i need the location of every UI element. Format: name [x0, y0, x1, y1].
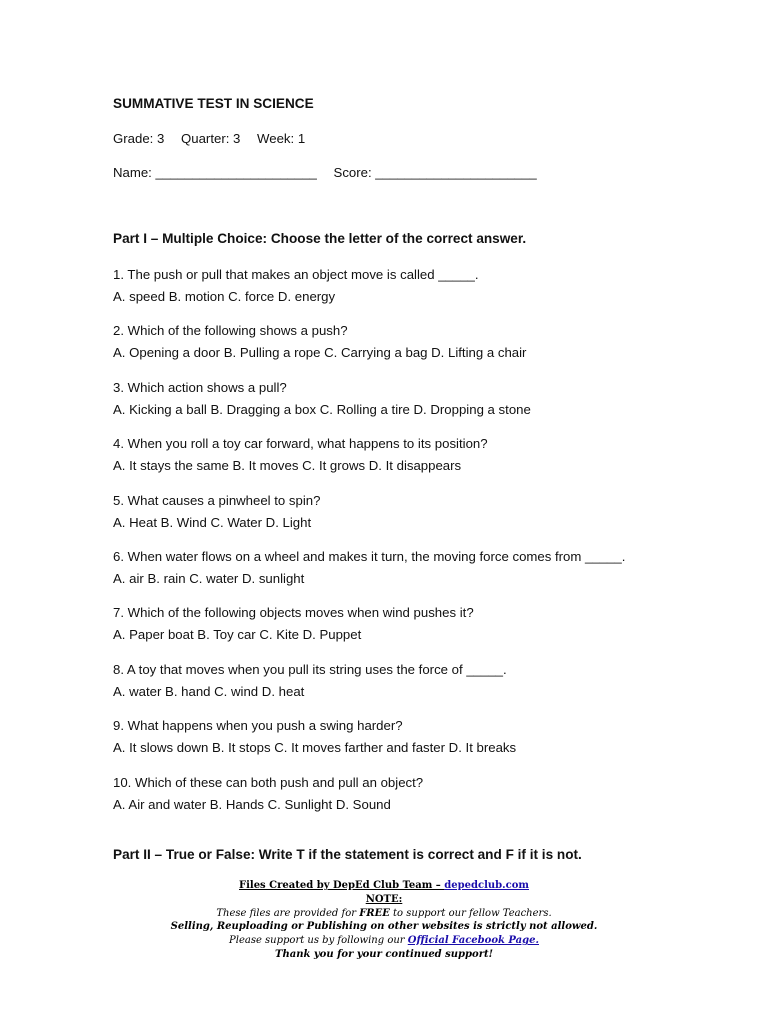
question-choices: A. speed B. motion C. force D. energy	[113, 289, 336, 304]
footer-free-text-c: to support our fellow Teachers.	[389, 907, 552, 919]
footer-free-line	[0, 907, 768, 921]
part-2-heading: Part II – True or False: Write T if the statement is correct and F if it is not.	[113, 846, 582, 862]
facebook-page-link[interactable]: Official Facebook Page.	[407, 935, 539, 947]
question-stem: 8. A toy that moves when you pull its string uses the force of _____.	[113, 661, 507, 677]
question-stem: 2. Which of the following shows a push?	[113, 323, 348, 339]
question-list	[113, 264, 713, 816]
document-body	[113, 94, 713, 864]
question-item	[113, 264, 713, 308]
question-choices: A. It slows down B. It stops C. It moves farther and faster D. It breaks	[113, 740, 517, 756]
question-choices: A. Air and water B. Hands C. Sunlight D. Sound	[113, 796, 391, 812]
question-stem: 3. Which action shows a pull?	[113, 379, 287, 395]
question-stem: 1. The push or pull that makes an object move is called _____.	[113, 267, 479, 282]
question-item	[113, 602, 713, 646]
question-item	[113, 320, 713, 364]
question-item	[113, 433, 713, 477]
question-item	[113, 772, 713, 816]
question-stem: 7. Which of the following objects moves when wind pushes it?	[113, 605, 474, 621]
question-stem: 4. When you roll a toy car forward, what happens to its position?	[113, 436, 488, 452]
depedclub-link[interactable]: depedclub.com	[444, 880, 529, 891]
score-field: Score: ______________________	[333, 165, 537, 180]
question-item	[113, 715, 713, 759]
footer-free-emphasis: FREE	[359, 907, 390, 919]
question-choices: A. Paper boat B. Toy car C. Kite D. Puppet	[113, 627, 362, 643]
part-1-heading: Part I – Multiple Choice: Choose the letter of the correct answer.	[113, 231, 527, 246]
question-stem: 5. What causes a pinwheel to spin?	[113, 492, 321, 508]
footer-credit-text: Files Created by DepEd Club Team –	[239, 880, 445, 891]
footer-support-line	[0, 934, 768, 948]
question-choices: A. Kicking a ball B. Dragging a box C. Rolling a tire D. Dropping a stone	[113, 401, 531, 417]
grade-quarter-week-line	[113, 130, 713, 148]
question-stem: 10. Which of these can both push and pull an object?	[113, 774, 424, 790]
footer-thanks-line: Thank you for your continued support!	[275, 948, 493, 960]
quarter-label: Quarter: 3	[181, 131, 241, 146]
question-item	[113, 546, 713, 590]
footer-notice	[0, 879, 768, 962]
question-stem: 9. What happens when you push a swing harder?	[113, 718, 403, 734]
question-choices: A. Heat B. Wind C. Water D. Light	[113, 514, 312, 530]
name-field: Name: ______________________	[113, 165, 317, 180]
footer-warning-line: Selling, Reuploading or Publishing on other websites is strictly not allowed.	[170, 921, 598, 933]
question-item	[113, 659, 713, 703]
question-item	[113, 490, 713, 534]
footer-support-text: Please support us by following our	[229, 935, 408, 947]
question-choices: A. It stays the same B. It moves C. It grows D. It disappears	[113, 458, 462, 474]
question-stem: 6. When water flows on a wheel and makes it turn, the moving force comes from _____.	[113, 548, 626, 564]
footer-note-label: NOTE:	[365, 893, 403, 905]
grade-label: Grade: 3	[113, 131, 165, 146]
question-item	[113, 377, 713, 421]
footer-credit-line	[0, 879, 768, 893]
document-title: SUMMATIVE TEST IN SCIENCE	[113, 96, 314, 111]
question-choices: A. Opening a door B. Pulling a rope C. Carrying a bag D. Lifting a chair	[113, 345, 527, 361]
name-score-line	[113, 164, 713, 182]
question-choices: A. air B. rain C. water D. sunlight	[113, 570, 305, 586]
question-choices: A. water B. hand C. wind D. heat	[113, 683, 305, 699]
footer-free-text-a: These files are provided for	[216, 907, 360, 919]
week-label: Week: 1	[257, 131, 306, 146]
